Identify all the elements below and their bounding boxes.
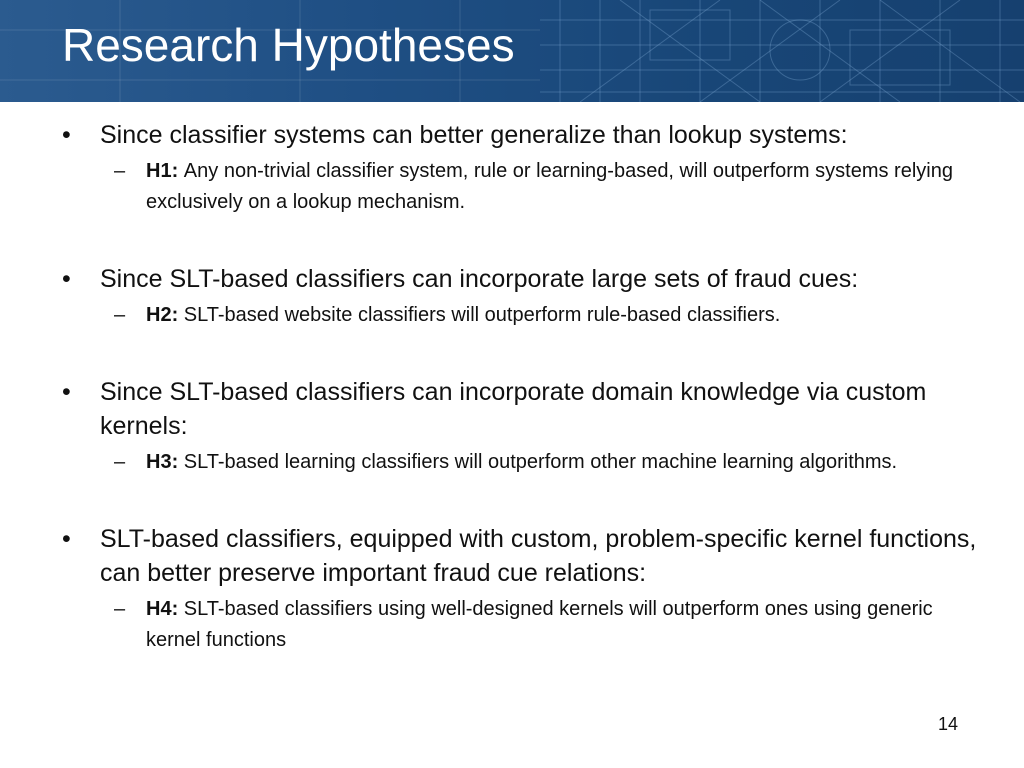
bullet-item bbox=[62, 262, 982, 296]
bullet-dot: • bbox=[62, 121, 71, 149]
hypothesis-label: H4: bbox=[146, 598, 184, 620]
bullet-text: Since SLT-based classifiers can incorporate domain knowledge via custom kernels: bbox=[100, 378, 927, 440]
dash-marker: – bbox=[114, 451, 126, 473]
slide-title: Research Hypotheses bbox=[62, 19, 515, 71]
bullet-item bbox=[62, 522, 982, 590]
hypothesis-label: H1: bbox=[146, 160, 184, 182]
hypothesis-text: Any non-trivial classifier system, rule or learning-based, will outperform systems relying exclusively on a lookup mechanism. bbox=[146, 160, 953, 213]
sub-bullet-item bbox=[62, 594, 982, 656]
page-number: 14 bbox=[938, 714, 959, 734]
bullet-text: Since classifier systems can better generalize than lookup systems: bbox=[100, 121, 848, 149]
bullet-dot: • bbox=[62, 525, 71, 553]
hypothesis-label: H3: bbox=[146, 451, 184, 473]
bullet-dot: • bbox=[62, 265, 71, 293]
dash-marker: – bbox=[114, 598, 126, 620]
hypothesis-text: SLT-based classifiers using well-designed kernels will outperform ones using generic kernel functions bbox=[146, 598, 933, 651]
bullet-text: SLT-based classifiers, equipped with custom, problem-specific kernel functions, can better preserve important fraud cue relations: bbox=[100, 525, 977, 587]
hypothesis-text: SLT-based website classifiers will outperform rule-based classifiers. bbox=[183, 304, 781, 326]
dash-marker: – bbox=[114, 160, 126, 182]
bullet-text: Since SLT-based classifiers can incorporate large sets of fraud cues: bbox=[100, 265, 859, 293]
sub-bullet-item bbox=[62, 300, 982, 331]
bullet-item bbox=[62, 118, 982, 152]
sub-bullet-item bbox=[62, 447, 982, 478]
sub-bullet-item bbox=[62, 156, 982, 218]
title-banner bbox=[0, 0, 1024, 102]
hypothesis-text: SLT-based learning classifiers will outperform other machine learning algorithms. bbox=[183, 451, 898, 473]
dash-marker: – bbox=[114, 304, 126, 326]
bullet-item bbox=[62, 375, 982, 443]
bullet-dot: • bbox=[62, 378, 71, 406]
bullet-list bbox=[62, 118, 982, 656]
hypothesis-label: H2: bbox=[146, 304, 184, 326]
